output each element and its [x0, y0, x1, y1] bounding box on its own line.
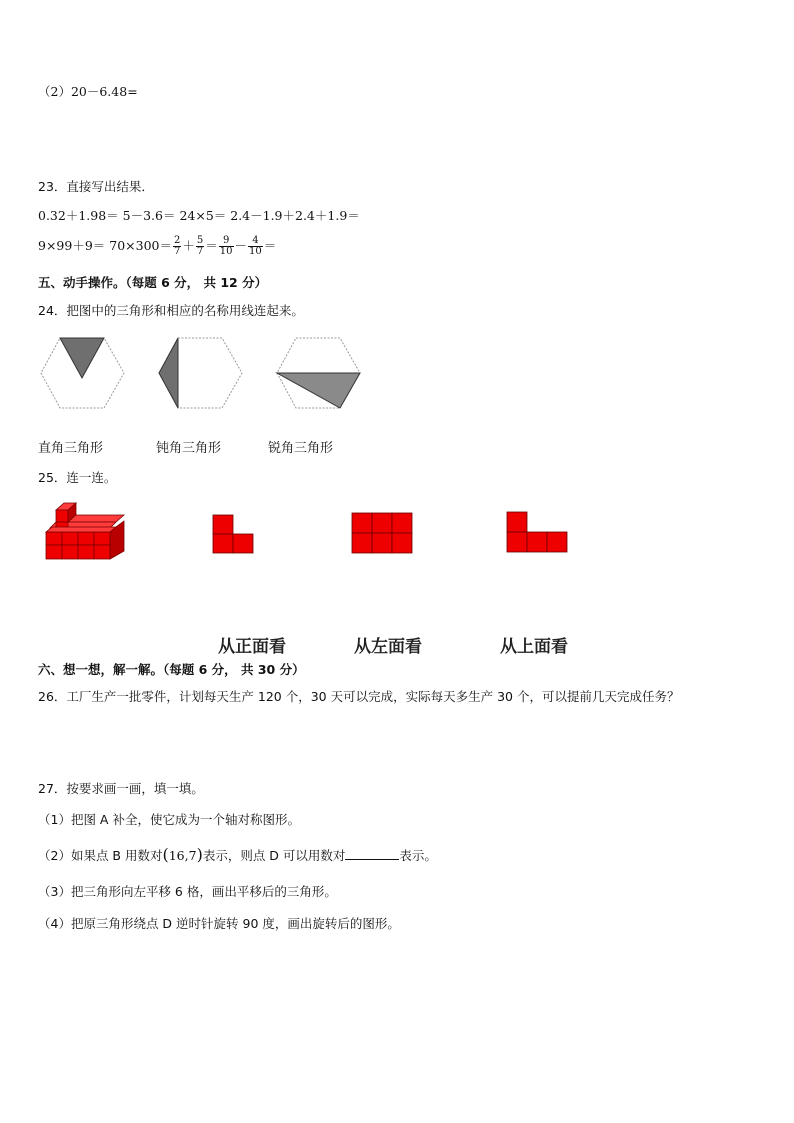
q23-row2 [38, 236, 276, 257]
label-right-triangle: 直角三角形 [38, 441, 104, 456]
cube-stack-3d-figure [44, 500, 128, 562]
plus-sign: ＋ [182, 238, 195, 253]
answer-blank[interactable] [345, 847, 399, 860]
l-shape-view-1 [212, 514, 256, 556]
q25-title: 25．连一连。 [38, 470, 117, 485]
view-label-top: 从上面看 [500, 637, 568, 657]
section5-heading: 五、动手操作。（每题 6 分， 共 12 分） [38, 275, 268, 290]
equals-sign: ＝ [263, 238, 277, 253]
equals-sign: ＝ [205, 238, 218, 253]
q27-item4: （4）把原三角形绕点 D 逆时针旋转 90 度，画出旋转后的图形。 [38, 916, 400, 931]
hexagon-acute-triangle-figure [274, 334, 366, 412]
q27-item2 [38, 846, 437, 865]
fraction: $\frac{9}{10}$ [219, 235, 233, 257]
q22-part2: （2）20－6.48= [38, 84, 138, 99]
label-obtuse-triangle: 钝角三角形 [156, 441, 222, 456]
q26-text: 26．工厂生产一批零件，计划每天生产 120 个，30 天可以完成，实际每天多生产 30 个，可以提前几天完成任务？ [38, 689, 680, 704]
minus-sign: － [234, 238, 248, 253]
l-shape-view-2 [506, 511, 568, 553]
section6-heading: 六、想一想，解一解。（每题 6 分， 共 30 分） [38, 662, 305, 677]
label-acute-triangle: 锐角三角形 [268, 441, 334, 456]
paren-open: ( [162, 845, 169, 864]
view-label-left: 从左面看 [354, 637, 422, 657]
q23-row1: 0.32＋1.98＝ 5－3.6＝ 24×5＝ 2.4－1.9＋2.4＋1.9＝ [38, 208, 360, 223]
fraction: $\frac{5}{7}$ [196, 235, 204, 257]
view-label-front: 从正面看 [218, 637, 286, 657]
q27-item2-text-a: （2）如果点 B 用数对 [38, 848, 163, 863]
q27-item3: （3）把三角形向左平移 6 格，画出平移后的三角形。 [38, 884, 337, 899]
fraction: $\frac{2}{7}$ [174, 235, 181, 257]
fraction: $\frac{4}{10}$ [249, 235, 262, 257]
rectangle-view-grid [351, 512, 413, 554]
q24-title: 24．把图中的三角形和相应的名称用线连起来。 [38, 303, 304, 318]
hexagon-obtuse-triangle-figure [156, 334, 248, 412]
q27-item1: （1）把图 A 补全，使它成为一个轴对称图形。 [38, 812, 300, 827]
hexagon-right-triangle-figure [38, 334, 130, 412]
coordinate-pair: 16,7 [168, 848, 197, 863]
q27-title: 27．按要求画一画，填一填。 [38, 781, 204, 796]
q23-row2-prefix: 9×99＋9＝ 70×300＝ [38, 238, 172, 253]
q23-title: 23．直接写出结果． [38, 179, 154, 194]
q27-item2-text-b: 表示，则点 D 可以用数对 [202, 848, 346, 863]
q27-item2-text-c: 表示。 [399, 848, 437, 863]
paren-close: ) [196, 845, 203, 864]
